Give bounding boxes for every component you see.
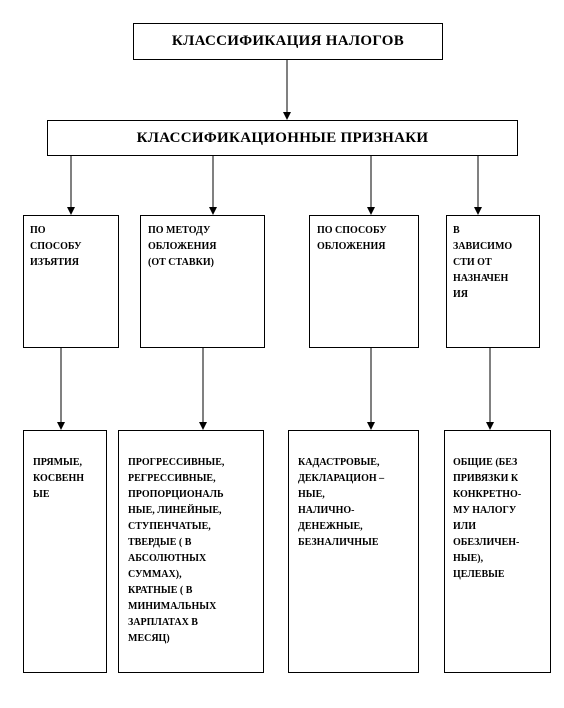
category-box-taxation-way bbox=[309, 215, 419, 348]
diagram-title: КЛАССИФИКАЦИЯ НАЛОГОВ bbox=[171, 33, 405, 49]
category-label: ПО СПОСОБУ ОБЛОЖЕНИЯ bbox=[317, 225, 387, 252]
criteria-box bbox=[47, 120, 518, 156]
tax-types-list: ПРЯМЫЕ, КОСВЕНН ЫЕ bbox=[33, 457, 85, 500]
category-box-purpose bbox=[446, 215, 540, 348]
category-box-withdrawal-method bbox=[23, 215, 119, 348]
category-label: В ЗАВИСИМО СТИ ОТ НАЗНАЧЕН ИЯ bbox=[453, 225, 513, 300]
tax-types-list: ПРОГРЕССИВНЫЕ, РЕГРЕССИВНЫЕ, ПРОПОРЦИОНАЛЬ НЫЕ, ЛИНЕЙНЫЕ, СТУПЕНЧАТЫЕ, ТВЕРДЫЕ ( В АБСОЛЮТНЫХ СУММАХ), КРАТНЫЕ ( В МИНИМАЛЬНЫХ ЗАРПЛАТАХ В МЕСЯЦ) bbox=[128, 457, 225, 644]
category-box-taxation-method bbox=[140, 215, 265, 348]
types-box-taxation-way bbox=[288, 430, 419, 673]
criteria-heading: КЛАССИФИКАЦИОННЫЕ ПРИЗНАКИ bbox=[136, 129, 429, 146]
category-label: ПО СПОСОБУ ИЗЪЯТИЯ bbox=[30, 225, 82, 268]
types-box-purpose bbox=[444, 430, 551, 673]
tax-types-list: КАДАСТРОВЫЕ, ДЕКЛАРАЦИОН – НЫЕ, НАЛИЧНО- ДЕНЕЖНЫЕ, БЕЗНАЛИЧНЫЕ bbox=[298, 457, 385, 548]
category-label: ПО МЕТОДУ ОБЛОЖЕНИЯ (ОТ СТАВКИ) bbox=[148, 225, 217, 268]
types-box-taxation-method bbox=[118, 430, 264, 673]
types-box-withdrawal-method bbox=[23, 430, 107, 673]
tax-types-list: ОБЩИЕ (БЕЗ ПРИВЯЗКИ К КОНКРЕТНО- МУ НАЛОГУ ИЛИ ОБЕЗЛИЧЕН- НЫЕ), ЦЕЛЕВЫЕ bbox=[453, 457, 522, 580]
title-box bbox=[133, 23, 443, 60]
